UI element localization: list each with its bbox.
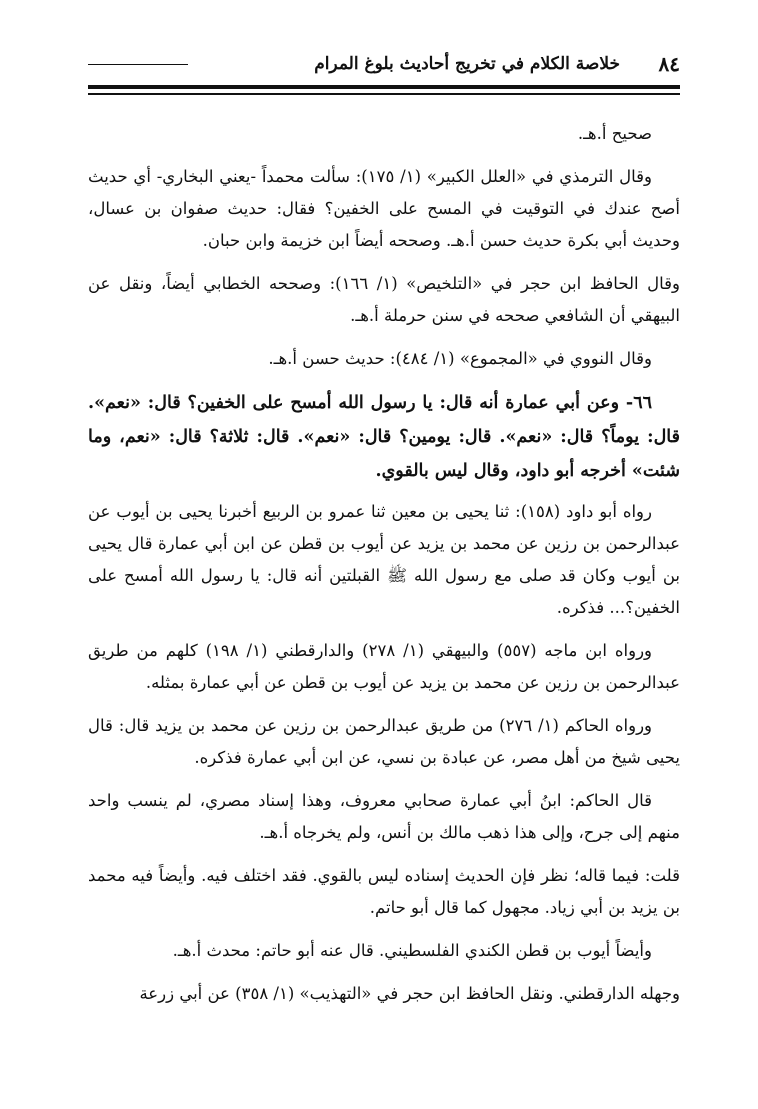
body-text [88,118,680,1021]
page-header [88,52,680,76]
header-dash-line [88,64,188,65]
paragraph: صحيح أ.هـ. [577,124,652,143]
header-rule-thick [88,85,680,89]
paragraph: ورواه ابن ماجه (٥٥٧) والبيهقي (١/ ٢٧٨) والدارقطني (١/ ١٩٨) كلهم من طريق عبدالرحمن بن رزين عن محمد بن يزيد عن أيوب بن قطن عن أبي عمارة بمثله. [88,641,680,692]
paragraph: وأيضاً أيوب بن قطن الكندي الفلسطيني. قال عنه أبو حاتم: محدث أ.هـ. [172,941,652,960]
header-rule-thin [88,93,680,95]
paragraph: وقال النووي في «المجموع» (١/ ٤٨٤): حديث حسن أ.هـ. [268,349,652,368]
paragraph: ورواه الحاكم (١/ ٢٧٦) من طريق عبدالرحمن بن رزين عن محمد بن يزيد قال: قال يحيى شيخ من أهل مصر، عن عبادة بن نسي، عن ابن أبي عمارة فذكره. [88,716,680,767]
paragraph: وقال الترمذي في «العلل الكبير» (١/ ١٧٥): سألت محمداً -يعني البخاري- أي حديث أصح عندك في التوقيت في المسح على الخفين؟ فقال: حديث صفوان بن عسال، وحديث أبي بكرة حديث حسن أ.هـ. وصححه أيضاً ابن خزيمة وابن حبان. [88,167,680,250]
running-title: خلاصة الكلام في تخريج أحاديث بلوغ المرام [314,54,620,74]
paragraph: قلت: فيما قاله؛ نظر فإن الحديث إسناده ليس بالقوي. فقد اختلف فيه. وأيضاً فيه محمد بن يزيد بن أبي زياد. مجهول كما قال أبو حاتم. [88,866,680,917]
paragraph: وجهله الدارقطني. ونقل الحافظ ابن حجر في «التهذيب» (١/ ٣٥٨) عن أبي زرعة [139,984,680,1003]
paragraph: رواه أبو داود (١٥٨): ثنا يحيى بن معين ثنا عمرو بن الربيع أخبرنا يحيى بن أيوب عن عبدالرحمن بن رزين عن محمد بن يزيد عن أيوب بن قطن عن ابن أبي عمارة قال يحيى بن أيوب وكان قد صلى مع رسول الله ﷺ القبلتين أنه قال: يا رسول الله أمسح على الخفين؟... فذكره. [88,502,680,617]
hadith-text: ٦٦- وعن أبي عمارة أنه قال: يا رسول الله أمسح على الخفين؟ قال: «نعم». قال: يوماً؟ قال: «نعم». قال: يومين؟ قال: «نعم». قال: ثلاثة؟ قال: «نعم، وما شئت» أخرجه أبو داود، وقال ليس بالقوي. [88,393,680,481]
paragraph: قال الحاكم: ابنُ أبي عمارة صحابي معروف، وهذا إسناد مصري، لم ينسب واحد منهم إلى جرح، وإلى هذا ذهب مالك بن أنس، ولم يخرجاه أ.هـ. [88,791,680,842]
page-number: ٨٤ [658,52,680,76]
paragraph: وقال الحافظ ابن حجر في «التلخيص» (١/ ١٦٦): وصححه الخطابي أيضاً، ونقل عن البيهقي أن الشافعي صححه في سنن حرملة أ.هـ. [88,274,680,325]
